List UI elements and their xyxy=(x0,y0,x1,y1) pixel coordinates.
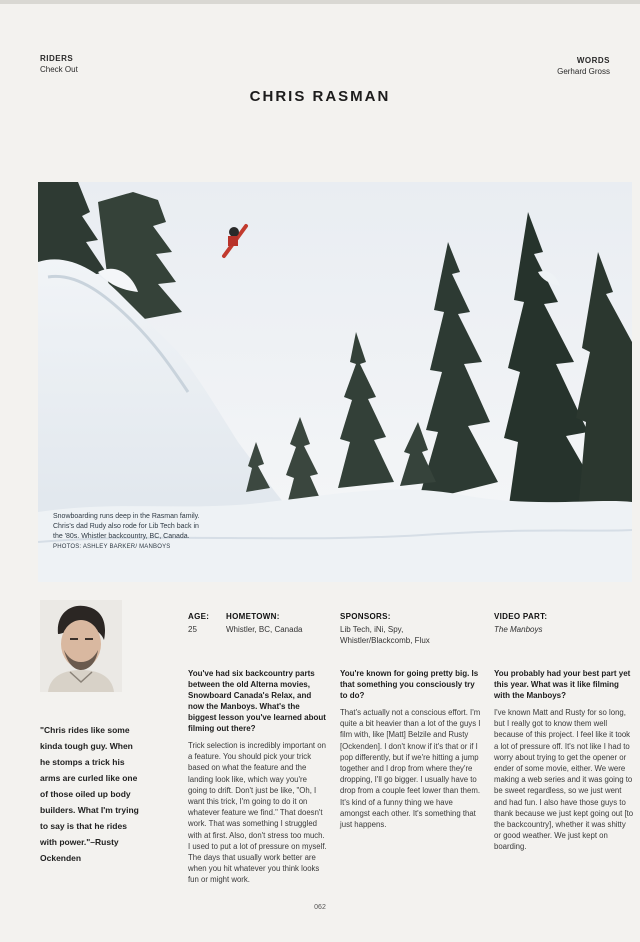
age-label: AGE: xyxy=(188,612,210,621)
page-number: 062 xyxy=(314,904,326,911)
answer-3: I've known Matt and Rusty for so long, but I really got to know them well because of this project. I feel like it took a lot of pressure off. It's not like I had to worry about trying to get the opener or ender of some movie, either. We were making a web series and it was going to be sweet regardless, so we just went and had fun. I also have those guys to thank because we just kept going out [to the backcountry], whether it was shitty or good weather. We just kept on boarding. xyxy=(494,708,634,852)
words-label: WORDS xyxy=(576,56,610,65)
sponsors-label: SPONSORS: xyxy=(340,612,391,621)
caption-text: Snowboarding runs deep in the Rasman family. Chris's dad Rudy also rode for Lib Tech back in the '80s. Whistler backcountry, BC, Canada. xyxy=(53,513,200,540)
hometown-value: Whistler, BC, Canada xyxy=(226,625,303,634)
section-subtitle: Check Out xyxy=(40,65,78,74)
interview-column-3 xyxy=(494,668,634,859)
interview-column-1 xyxy=(188,668,328,892)
video-part-label: VIDEO PART: xyxy=(494,612,548,621)
video-part-value: The Manboys xyxy=(494,625,543,634)
pull-quote: "Chris rides like some kinda tough guy. When he stomps a trick his arms are curled like one of those oiled up body builders. What I'm trying to say is that he rides with power."–Rusty Ockenden xyxy=(40,725,139,863)
page-edge xyxy=(0,0,640,4)
photo-caption xyxy=(53,512,203,552)
hometown-label: HOMETOWN: xyxy=(226,612,280,621)
answer-1: Trick selection is incredibly important on a feature. You should pick your trick based on what the feature and the landing look like, which way you're going to drift. Don't just be like, "Oh, I want this trick, I'm going to do it on whatever feature we find." That doesn't work. That was something I struggled with at first. Also, don't stress too much. I used to put a lot of pressure on myself. The days that usually work better are when you hit whatever you think looks fun or might work. xyxy=(188,741,327,885)
question-3: You probably had your best part yet this year. What was it like filming with the Manboys? xyxy=(494,669,631,700)
question-2: You're known for going pretty big. Is that something you consciously try to do? xyxy=(340,669,479,700)
article-title: CHRIS RASMAN xyxy=(249,88,391,105)
question-1: You've had six backcountry parts between the old Alterna movies, Snowboard Canada's Relax, and now the Manboys. What's the biggest lesson you've learned about filming out there? xyxy=(188,669,326,733)
author-name: Gerhard Gross xyxy=(557,67,610,76)
age-value: 25 xyxy=(188,625,197,634)
answer-2: That's actually not a conscious effort. I'm quite a bit heavier than a lot of the guys I film with, like [Matt] Belzile and Rusty [Ockenden]. I don't know if it's that or if I pop differently, but if we're hitting a jump together and I drop from where they're dropping, I'll go bigger. I usually have to drop from a couple feet lower than them. It's kind of a funny thing we have amongst each other. It's something that just happens. xyxy=(340,708,481,830)
photo-credit: PHOTOS: ASHLEY BARKER/ MANBOYS xyxy=(53,544,171,550)
sponsors-value: Lib Tech, iNi, Spy, Whistler/Blackcomb, Flux xyxy=(340,625,430,645)
section-label: RIDERS xyxy=(40,54,74,63)
rider-portrait xyxy=(40,600,122,692)
interview-column-2 xyxy=(340,668,482,836)
